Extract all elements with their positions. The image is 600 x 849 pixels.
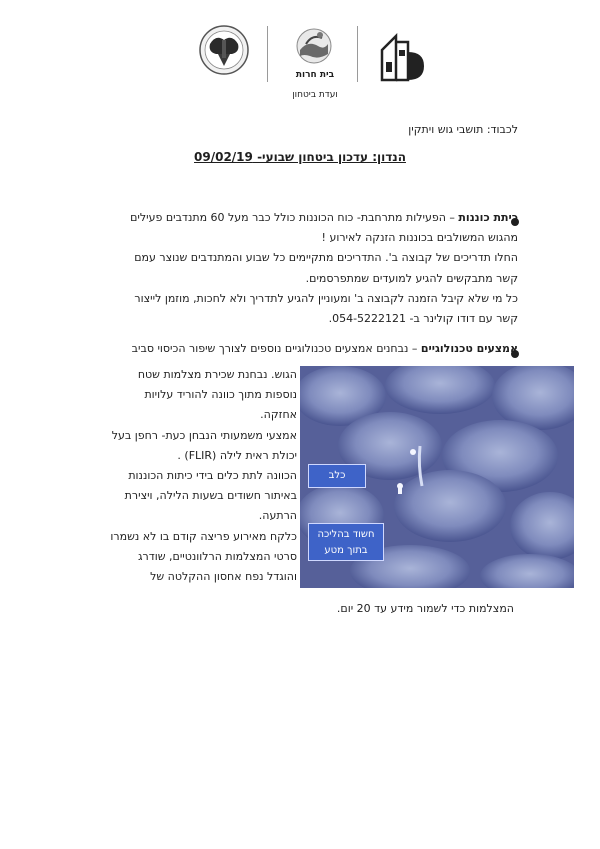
- section2-last-line: המצלמות כדי לשמור מידע עד 20 יום.: [336, 602, 514, 615]
- section2-line: הרתעה.: [258, 509, 297, 523]
- committee-name: ועדת ביטחון: [292, 90, 338, 100]
- logo-caption: בית חרות: [295, 70, 335, 80]
- section1-line: החלו תדריכים של קבוצה ב'. התדריכים מתקיימים כל שבוע והמתנדבים שנוצר עמם: [134, 251, 518, 265]
- divider: [357, 26, 358, 82]
- subject-line: הנדון: עדכון ביטחון שבועי- 09/02/19: [194, 150, 406, 164]
- section2-line: נוספות מתוך כוונה להוריד עלויות: [144, 388, 297, 402]
- section1-first-line: [80, 208, 518, 228]
- section2-intro: – נבחנים אמצעים טכנולוגיים נוספים לצורך שיפור הכיסוי סביב: [131, 342, 421, 355]
- divider: [267, 26, 268, 82]
- section1-line: – הפעילות מתרחבת- כוח הכוננות כולל כבר מעל 60 מתנדבים פעילים: [130, 211, 459, 224]
- section2-first-line: [132, 342, 518, 355]
- section1-line: קשר עם דודו קולינר ב- 054-5222121.: [328, 312, 518, 326]
- section2-heading: אמצעים טכנולוגיים: [420, 342, 518, 355]
- addressee: לכבוד: תושבי גוש ויתקין: [408, 123, 518, 136]
- section1-line: קשר מתבקשים להגיע למועדים שמתפרסמים.: [305, 271, 518, 285]
- section2-line: יכולת ראית לילה (FLIR) .: [177, 448, 297, 462]
- section2-line: אחזקה.: [260, 408, 297, 422]
- municipal-emblem-icon: [198, 24, 250, 76]
- section-standby-squad: [80, 208, 518, 329]
- section2-line: אמצעי משמעותי הנבחן כעת- רחפן בעל: [111, 428, 297, 442]
- suspect-label-line: בתוך מטע: [324, 545, 368, 556]
- section2-line: והוגדל נפח אחסון ההקלטה של: [150, 570, 297, 584]
- dog-label: כלב: [308, 464, 366, 488]
- section2-line: באיתור חשודים בשעות הלילה, ויצירת: [124, 489, 297, 503]
- suspect-label: [308, 523, 384, 561]
- section2-line: הגוש. נבחנת שכירת מצלמות שטח: [137, 368, 297, 381]
- section1-heading: כיתת כוננות: [458, 211, 518, 224]
- beit-herut-logo-icon: [288, 22, 340, 74]
- house-logo-icon: [378, 28, 426, 84]
- section2-line: כלקח מאירוע פריצה קודם בו לא נשמרו: [110, 529, 297, 543]
- section1-line: כל מי שלא קיבל הזמנה לקבוצה ב' ומעוניין להגיע לתדריך ולא לחכות, מוזמן לייצור: [134, 291, 518, 305]
- section1-line: מהגוש המשולבים בכוננות הזנקה לאירוע !: [321, 231, 518, 245]
- section2-line: סרטי המצלמות הרלוונטיים, שודרג: [138, 549, 297, 563]
- header-logos: [0, 14, 600, 100]
- section2-body: [79, 365, 297, 587]
- section2-line: הכוונה לתת כלים בידי כיתות הכוננות: [128, 469, 297, 483]
- suspect-label-line: חשוד בהליכה: [317, 529, 375, 540]
